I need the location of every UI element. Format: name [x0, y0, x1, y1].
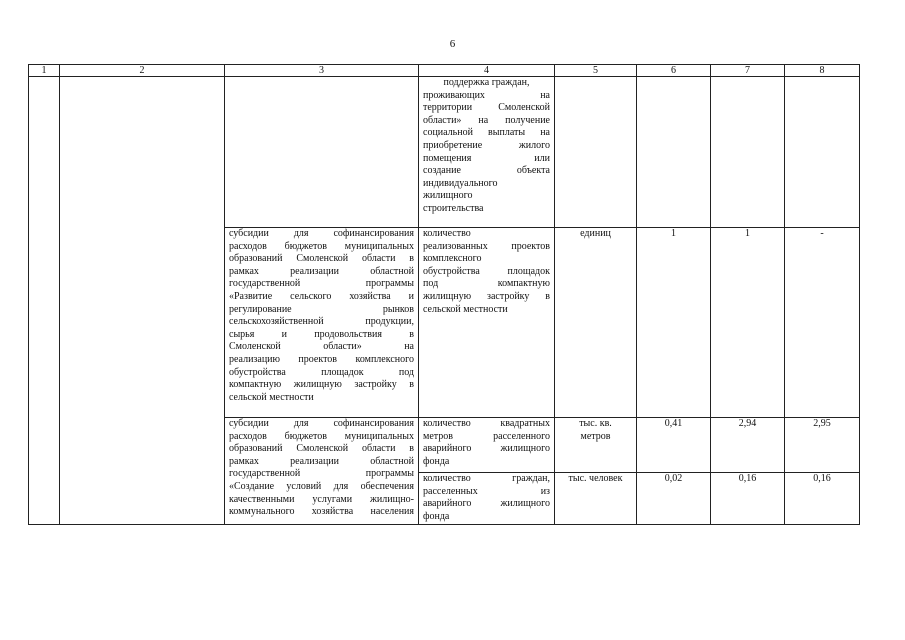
table-row: [29, 77, 860, 228]
cell-col5: [555, 77, 637, 228]
text-line: Смоленской области» на: [229, 341, 414, 353]
header-cell: 2: [60, 65, 225, 77]
indicator-cell: [419, 77, 555, 228]
text-line: коммунального хозяйства населения: [229, 506, 414, 518]
text-line: области» на получение: [423, 114, 550, 126]
text-line: создание объекта: [423, 165, 550, 177]
header-cell: 1: [29, 65, 60, 77]
indicator-cell: [419, 228, 555, 418]
text-line: государственной программы: [229, 278, 414, 290]
text-line: метров: [580, 430, 611, 442]
text-line: комплексного: [423, 253, 482, 265]
text-line: расселенных из: [423, 485, 550, 497]
text-line: аварийного жилищного: [423, 443, 550, 455]
text-line: государственной программы: [229, 468, 414, 480]
value-cell: 0,16: [785, 473, 860, 525]
unit-cell: тыс. человек: [555, 473, 637, 525]
document-table: [28, 64, 860, 525]
text-line: обустройства площадок: [423, 265, 550, 277]
text-line: жилищную застройку в: [423, 290, 550, 302]
text-line: жилищного: [423, 190, 473, 202]
text-line: «Создание условий для обеспечения: [229, 480, 414, 492]
cell-col7: [711, 77, 785, 228]
page-number: 6: [449, 38, 456, 50]
header-cell: 8: [785, 65, 860, 77]
text-line: строительства: [423, 202, 484, 214]
indicator-cell: [419, 418, 555, 473]
indicator-cell: [419, 473, 555, 525]
text-line: сельской местности: [229, 391, 314, 403]
text-line: образований Смоленской области в: [229, 253, 414, 265]
text-line: субсидии для софинансирования: [229, 228, 414, 239]
text-line: тыс. кв.: [579, 418, 612, 429]
value-cell: 0,41: [637, 418, 711, 473]
value-cell: 0,02: [637, 473, 711, 525]
value-cell: 2,94: [711, 418, 785, 473]
value-cell: -: [785, 228, 860, 418]
subsidy-description-cell: [225, 228, 419, 418]
text-line: аварийного жилищного: [423, 498, 550, 510]
text-line: компактную жилищную застройку в: [229, 379, 414, 391]
value-cell: 0,16: [711, 473, 785, 525]
header-cell: 5: [555, 65, 637, 77]
text-line: индивидуального: [423, 177, 498, 189]
text-line: реализованных проектов: [423, 240, 550, 252]
text-line: количество: [423, 228, 471, 239]
header-cell: 3: [225, 65, 419, 77]
cell-col1: [29, 77, 60, 525]
cell-col6: [637, 77, 711, 228]
text-line: социальной выплаты на: [423, 127, 550, 139]
text-line: образований Смоленской области в: [229, 443, 414, 455]
cell-col8: [785, 77, 860, 228]
unit-cell: [555, 418, 637, 473]
text-line: регулирование рынков: [229, 303, 414, 315]
text-line: метров расселенного: [423, 430, 550, 442]
value-cell: 1: [711, 228, 785, 418]
text-line: субсидии для софинансирования: [229, 418, 414, 429]
text-line: расходов бюджетов муниципальных: [229, 430, 414, 442]
text-line: фонда: [423, 510, 450, 522]
header-cell: 7: [711, 65, 785, 77]
header-row: [29, 65, 860, 77]
text-line: помещения или: [423, 152, 550, 164]
text-line: количество граждан,: [423, 473, 550, 484]
value-cell: 1: [637, 228, 711, 418]
text-line: территории Смоленской: [423, 102, 550, 114]
text-line: поддержка граждан,: [443, 77, 530, 88]
text-line: «Развитие сельского хозяйства и: [229, 290, 414, 302]
text-line: качественными услугами жилищно-: [229, 493, 414, 505]
unit-cell: единиц: [555, 228, 637, 418]
header-cell: 4: [419, 65, 555, 77]
text-line: количество квадратных: [423, 418, 550, 429]
text-line: сельской местности: [423, 303, 508, 315]
text-line: приобретение жилого: [423, 139, 550, 151]
text-line: расходов бюджетов муниципальных: [229, 240, 414, 252]
text-line: рамках реализации областной: [229, 455, 414, 467]
text-line: обустройства площадок под: [229, 366, 414, 378]
text-line: фонда: [423, 455, 450, 467]
text-line: сырья и продовольствия в: [229, 328, 414, 340]
text-line: реализацию проектов комплексного: [229, 353, 414, 365]
text-line: рамках реализации областной: [229, 265, 414, 277]
value-cell: 2,95: [785, 418, 860, 473]
subsidy-description-cell: [225, 418, 419, 525]
header-cell: 6: [637, 65, 711, 77]
text-line: проживающих на: [423, 89, 550, 101]
text-line: под компактную: [423, 278, 550, 290]
cell-col3: [225, 77, 419, 228]
cell-col2: [60, 77, 225, 525]
text-line: сельскохозяйственной продукции,: [229, 316, 414, 328]
